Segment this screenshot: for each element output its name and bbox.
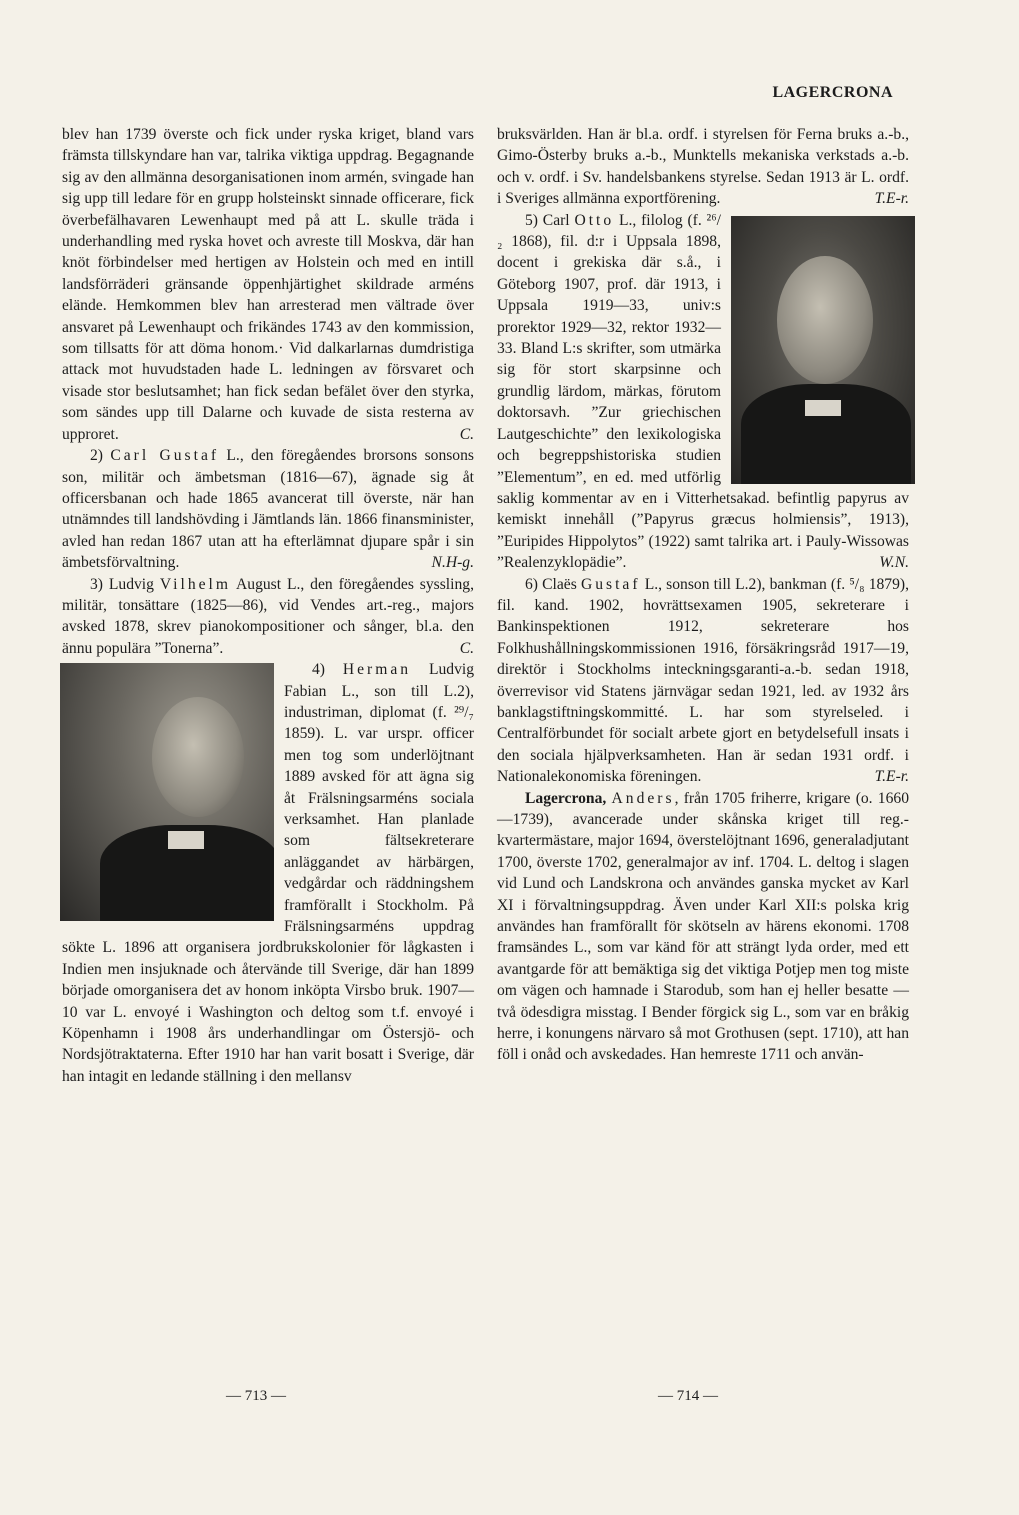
left-column	[62, 124, 474, 1087]
entry-name: Otto	[574, 211, 615, 229]
paragraph: Lagercrona, Anders, från 1705 friherre, krigare (o. 1660—1739), avancerade under skånska kriget till reg.-kvartermästare, major 1694, överstelöjtnant 1696, generaladjutant 1700, överste 1702, generalmajor av inf. 1704. L. deltog i slagen vid Lund och Landskrona och användes ganska mycket av Karl XI i förvaltningsuppdrag. Även under Karl XII:s polska krig användes han framförallt för skötseln av härens ekonomi. 1708 framsändes L., som var känd för att strängt lyda order, med ett avantgarde för att bemäktiga sig det viktiga Potjep men tog miste om vägen och hamnade i Starodub, som han ej heller besatte — två ödesdigra misstag. I Bender förgick sig L., som var en bråkig herre, i konungens närvaro så mot Grothusen (sept. 1710), att han föll i onåd och avskedades. Han hemreste 1711 och använ-	[497, 789, 909, 1064]
paragraph: bruksvärlden. Han är bl.a. ordf. i styrelsen för Ferna bruks a.-b., Gimo-Österby bruks a.-b., Munktells mekaniska verkstads a.-b. och v. ordf. i Sv. handelsbankens styrelse. Sedan 1913 är L. ordf. i Sveriges allmänna exportförening. T.E-r.	[497, 124, 909, 210]
author-signature: T.E-r.	[874, 768, 909, 786]
page-number-left: — 713 —	[226, 1388, 286, 1404]
portrait-photo-otto	[731, 216, 915, 484]
entry-headword: Lagercrona,	[525, 789, 607, 807]
entry-name: Carl Gustaf	[110, 447, 220, 465]
entry-name: Vilhelm	[159, 575, 231, 593]
paragraph: blev han 1739 överste och fick under ryska kriget, bland vars främsta tillskyndare han var, talrika viktiga uppdrag. Begagnande sig av den allmänna desorganisationen inom armén, svingade han sig upp till ledare för en grupp holsteinskt sinnade officerare, fick överbefälhavaren Lewenhaupt med på att L. skulle träda i underhandling med ryska hovet och avreste till Moskva, där han knöt förbindelser med hertigen av Holstein och med en intill landsförräderi gränsande öppenhjärtighet skildrade arméns elände. Hemkommen blev han arresterad men vältrade över ansvaret på Lewenhaupt och frikändes 1743 av den kommission, som tillsatts för att döma honom.· Vid dalkarlarnas dumdristiga attack mot huvudstaden hade L. ledningen av försvaret och visade stor beslutsamhet; han fick sedan befälet över den styrka, som sändes upp till Dalarne och kuvade de sista resterna av upproret. C.	[62, 124, 474, 445]
author-signature: T.E-r.	[874, 190, 909, 208]
entry-name: Gustaf	[580, 575, 641, 593]
running-header: LAGERCRONA	[772, 84, 893, 101]
portrait-photo-herman	[60, 663, 274, 921]
paragraph: 3) Ludvig Vilhelm August L., den föregåendes syssling, militär, tonsättare (1825—86), vid Vendes art.-reg., majors avsked 1878, skrev pianokompositioner och sånger, bl.a. den ännu populära ”Tonerna”. C.	[62, 574, 474, 660]
right-column	[497, 124, 909, 1066]
page-number-right: — 714 —	[658, 1388, 718, 1404]
paragraph: 6) Claës Gustaf L., sonson till L.2), bankman (f. ⁵/₈ 1879), fil. kand. 1902, hovrättsexamen 1905, sekreterare i Bankinspektionen 1912, sekreterare hos Folkhushållningskommissionen 1916, försäkringsråd 1917—19, direktör i Stockholms inteckningsgaranti-a.-b. sedan 1918, överrevisor vid Statens järnvägar sedan 1921, led. av 1932 års banklagstiftningskommitté. L. har som styrelseled. i Centralförbundet för socialt arbete gjort en betydelsefull insats i den sociala hjälpverksamheten. Han är sedan 1931 ordf. i Nationalekonomiska föreningen. T.E-r.	[497, 574, 909, 788]
paragraph: 5) Carl Otto L., filolog (f. ²⁶/₂ 1868), fil. d:r i Uppsala 1898, docent i grekiska där s.å., i Göteborg 1907, prof. där 1913, i Uppsala 1919—33, univ:s prorektor 1929—32, rektor 1932—33. Bland L:s skrifter, som utmärka sig för stort skarpsinne och grundlig lärdom, märkas, förutom doktorsavh. ”Zur griechischen Lautgeschichte” den lexikologiska och begreppshistoriska studien ”Elementum”, en ed. med utförlig saklig kommentar av en i Vitterhetsakad. befintlig papyrus av kemiskt innehåll (”Papyrus græcus holmiensis”, 1913), ”Euripides Hippolytos” (1922) samt talrika art. i Pauly-Wissowas ”Realenzyklopädie”. W.N.	[497, 210, 909, 574]
paragraph: 4) Herman Ludvig Fabian L., son till L.2), industriman, diplomat (f. ²⁹/₇ 1859). L. var urspr. officer men tog som underlöjtnant 1889 avsked för att ägna sig åt Frälsningsarméns sociala verksamhet. Han planlade som fältsekreterare anläggandet av härbärgen, vedgårdar och räddningshem framförallt i Stockholm. På Frälsningsarméns uppdrag sökte L. 1896 att organisera jordbrukskolonier för lågkasten i Indien men insjuknade och återvände till Sverige, där han 1899 började omorganisera det av honom inköpta Virsbo bruk. 1907—10 var L. envoyé i Washington och deltog som t.f. envoyé i Köpenhamn i 1908 års underhandlingar om Östersjö- och Nordsjötraktaterna. Efter 1910 har han varit bosatt i Sverige, där han intagit en ledande ställning i den mellansv	[62, 661, 474, 1085]
author-signature: W.N.	[879, 554, 909, 572]
author-signature: C.	[459, 425, 474, 443]
author-signature: C.	[459, 639, 474, 657]
entry-name: Anders	[611, 789, 675, 807]
author-signature: N.H-g.	[431, 554, 474, 572]
paragraph: 2) Carl Gustaf L., den föregåendes brorsons sonsons son, militär och ämbetsman (1816—67), ägnade sig åt officersbanan och hade 1865 avancerat till överste, när han utnämndes till landshövding i Jämtlands län. 1866 finansminister, avled han redan 1867 utan att ha efterlämnat djupare spår i sin ämbetsförvaltning. N.H-g.	[62, 445, 474, 573]
entry-name: Herman	[342, 661, 412, 679]
